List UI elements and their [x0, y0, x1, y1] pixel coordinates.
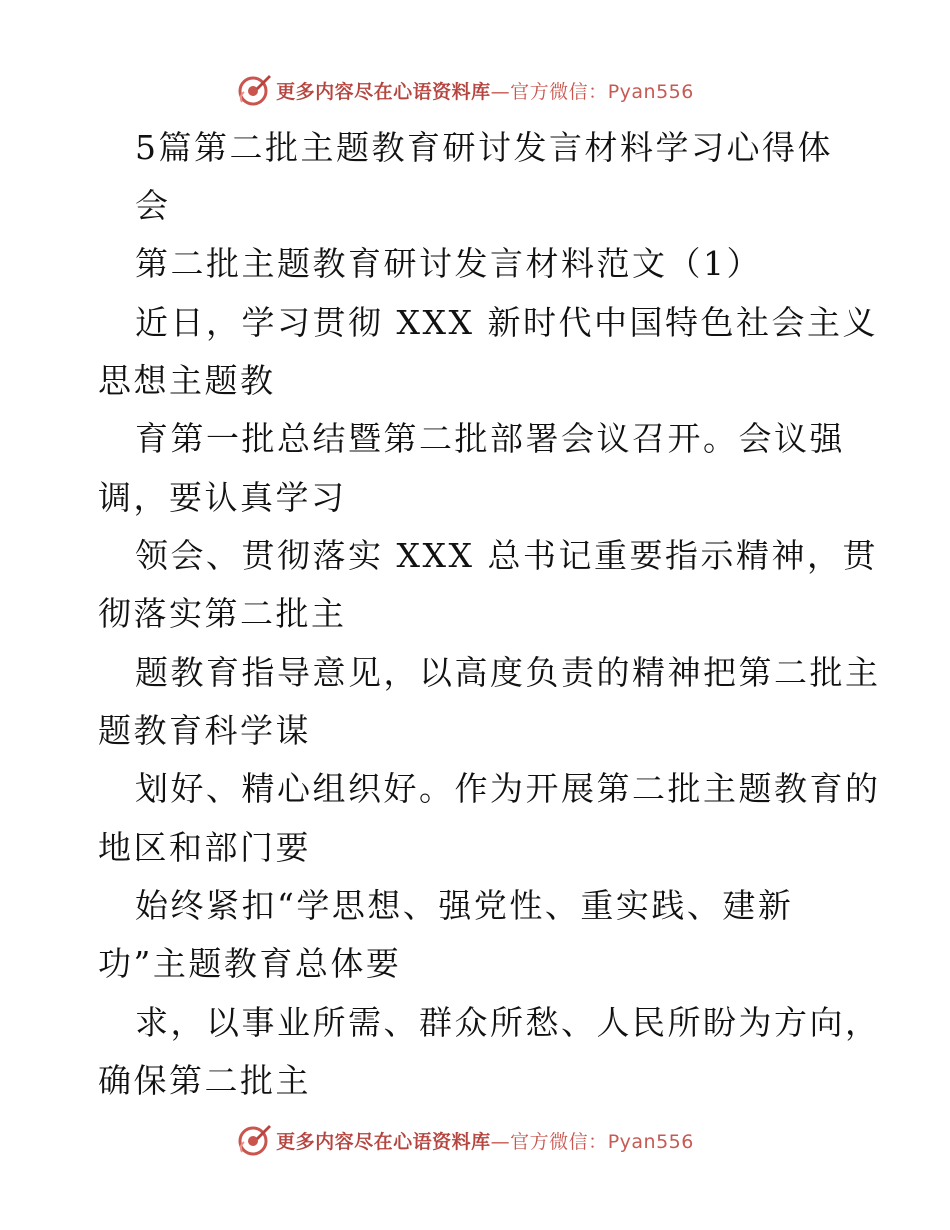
paragraph-line: 题教育科学谋 — [98, 711, 311, 750]
watermark-dash: — — [490, 1130, 511, 1153]
section-heading: 第二批主题教育研讨发言材料范文（1） — [135, 244, 762, 283]
paragraph-line: 育第一批总结暨第二批部署会议召开。会议强 — [135, 419, 845, 458]
footer-watermark — [0, 1120, 950, 1160]
paragraph-line: 始终紧扣“学思想、强党性、重实践、建新 — [135, 886, 794, 925]
document-title-line-1: 5篇第二批主题教育研讨发言材料学习心得体 — [135, 128, 833, 167]
document-title-line-2: 会 — [135, 186, 171, 225]
watermark-suffix: 官方微信： — [510, 1130, 608, 1153]
paragraph-line: 彻落实第二批主 — [98, 594, 347, 633]
pen-logo-icon — [236, 72, 272, 108]
paragraph-line: 思想主题教 — [98, 361, 276, 400]
watermark-group — [236, 1122, 694, 1158]
pen-logo-icon — [236, 1122, 272, 1158]
watermark-prefix: 更多内容尽在心语资料库 — [276, 80, 491, 103]
paragraph-line: 近日，学习贯彻 XXX 新时代中国特色社会主义 — [135, 303, 878, 342]
watermark-id: Pyan556 — [607, 80, 694, 103]
paragraph-line: 划好、精心组织好。作为开展第二批主题教育的 — [135, 769, 881, 808]
header-watermark — [0, 70, 950, 110]
paragraph-line: 功”主题教育总体要 — [98, 944, 402, 983]
watermark-group — [236, 72, 694, 108]
paragraph-line: 调，要认真学习 — [98, 478, 347, 517]
watermark-prefix: 更多内容尽在心语资料库 — [276, 1130, 491, 1153]
paragraph-line: 地区和部门要 — [98, 828, 311, 867]
watermark-dash: — — [490, 80, 511, 103]
watermark-text — [276, 77, 694, 104]
paragraph-line: 求，以事业所需、群众所愁、人民所盼为方向， — [135, 1003, 881, 1042]
watermark-id: Pyan556 — [607, 1130, 694, 1153]
paragraph-line: 确保第二批主 — [98, 1061, 311, 1100]
paragraph-line: 领会、贯彻落实 XXX 总书记重要指示精神，贯 — [135, 536, 878, 575]
watermark-text — [276, 1127, 694, 1154]
watermark-suffix: 官方微信： — [510, 80, 608, 103]
paragraph-line: 题教育指导意见，以高度负责的精神把第二批主 — [135, 653, 881, 692]
